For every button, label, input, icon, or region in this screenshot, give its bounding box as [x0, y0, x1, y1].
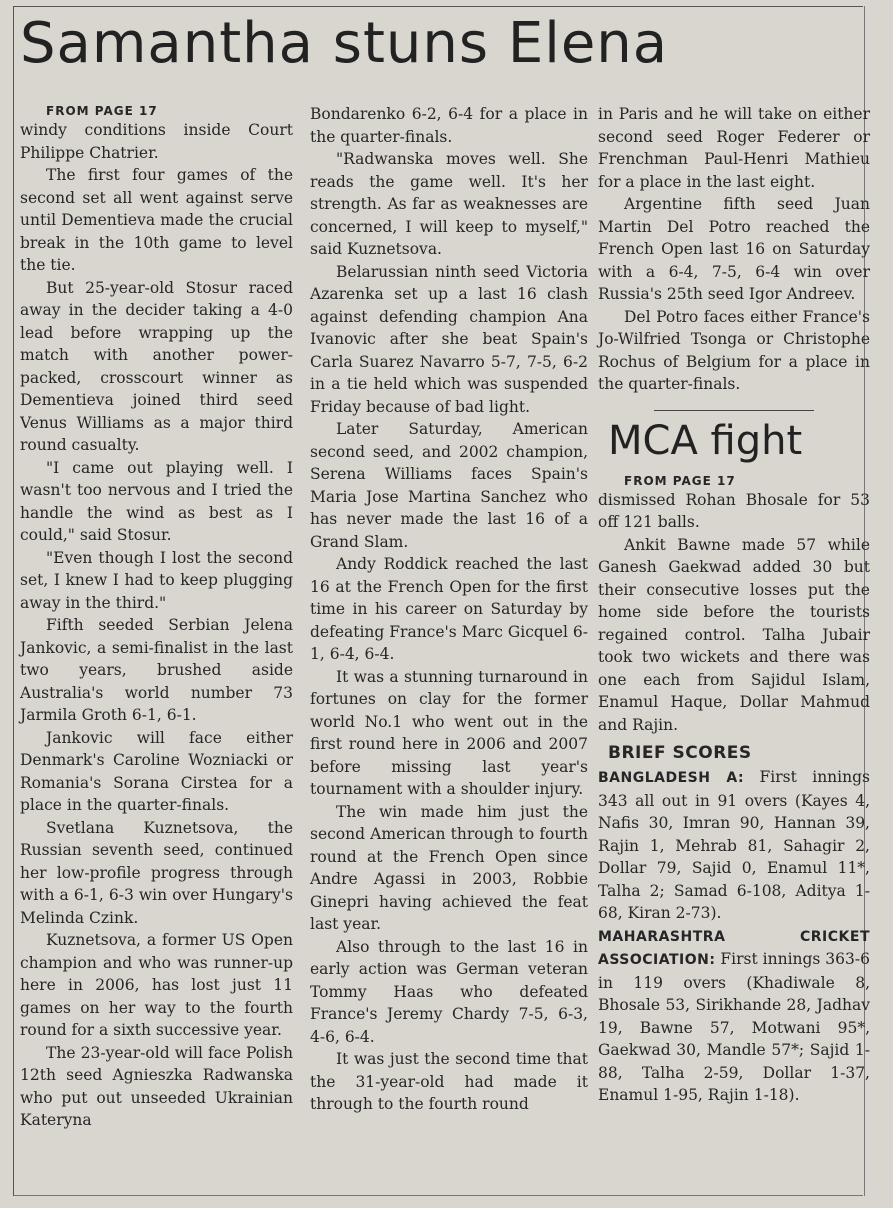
- article-column-1: [20, 103, 293, 1194]
- score-text: First innings 363-6 in 119 overs (Khadiwale 8, Bhosale 53, Sirikhande 28, Jadhav 19, Bawne 57, Motwani 95*, Gaekwad 30, Mandle 57*; Sajid 1-88, Talha 2-59, Dollar 1-37, Enamul 1-95, Rajin 1-18).: [598, 950, 870, 1104]
- paragraph: Del Potro faces either France's Jo-Wilfried Tsonga or Christophe Rochus of Belgium for a place in the quarter-finals.: [598, 307, 870, 393]
- mca-headline: MCA fight: [608, 417, 803, 464]
- paragraph: Jankovic will face either Denmark's Caroline Wozniacki or Romania's Sorana Cirstea for a place in the quarter-finals.: [20, 728, 293, 814]
- bottom-rule: [14, 1195, 863, 1196]
- paragraph: dismissed Rohan Bhosale for 53 off 121 balls.: [598, 490, 870, 531]
- paragraph: But 25-year-old Stosur raced away in the decider taking a 4-0 lead before wrapping up the match with another power-packed, crosscourt winner as Dementieva joined third seed Venus Williams as a major third round casualty.: [20, 278, 293, 454]
- paragraph: "I came out playing well. I wasn't too nervous and I tried the handle the wind as best as I could," said Stosur.: [20, 458, 293, 544]
- paragraph: Bondarenko 6-2, 6-4 for a place in the quarter-finals.: [310, 105, 588, 146]
- paragraph: Kuznetsova, a former US Open champion and who was runner-up here in 2006, has lost just 11 games on her way to the fourth round for a sixth successive year.: [20, 931, 293, 1039]
- headline: Samantha stuns Elena: [20, 11, 669, 76]
- paragraph: Also through to the last 16 in early action was German veteran Tommy Haas who defeated France's Jeremy Chardy 7-5, 6-3, 4-6, 6-4.: [310, 937, 588, 1046]
- paragraph: Andy Roddick reached the last 16 at the French Open for the first time in his career on Saturday by defeating France's Marc Gicquel 6-1, 6-4, 6-4.: [310, 555, 588, 663]
- score-text: First innings 343 all out in 91 overs (Kayes 4, Nafis 30, Imran 90, Hannan 39, Rajin 1, Mehrab 81, Sahagir 2, Dollar 79, Sajid 0, Enamul 11*, Talha 2; Samad 6-108, Aditya 1-68, Kiran 2-73).: [598, 768, 870, 922]
- paragraph: Fifth seeded Serbian Jelena Jankovic, a semi-finalist in the last two years, brushed aside Australia's world number 73 Jarmila Groth 6-1, 6-1.: [20, 616, 293, 724]
- paragraph: The win made him just the second American through to fourth round at the French Open since Andre Agassi in 2003, Robbie Ginepri having achieved the feat last year.: [310, 802, 588, 933]
- team-name: BANGLADESH A:: [598, 770, 745, 786]
- paragraph: "Radwanska moves well. She reads the game well. It's her strength. As far as weaknesses are concerned, I will keep to myself," said Kuznetsova.: [310, 150, 588, 258]
- article-column-2: [310, 103, 588, 1194]
- left-rule: [13, 6, 14, 1196]
- brief-scores-heading: BRIEF SCORES: [608, 743, 752, 763]
- score-line-bangladesh: [598, 766, 870, 925]
- brief-scores: [598, 766, 870, 1107]
- kicker: FROM PAGE 17: [46, 104, 158, 118]
- paragraph: It was just the second time that the 31-year-old had made it through to the fourth round: [310, 1050, 588, 1113]
- score-line-maharashtra: [598, 925, 870, 1107]
- paragraph: "Even though I lost the second set, I knew I had to keep plugging away in the third.": [20, 548, 293, 612]
- paragraph: The first four games of the second set all went against serve until Dementieva made the crucial break in the 10th game to level the tie.: [20, 166, 293, 274]
- top-rule: [14, 6, 863, 7]
- paragraph: windy conditions inside Court Philippe Chatrier.: [20, 121, 293, 162]
- paragraph: Ankit Bawne made 57 while Ganesh Gaekwad added 30 but their consecutive losses put the home side before the tourists regained control. Talha Jubair took two wickets and there was one each from Sajidul Islam, Enamul Haque, Dollar Mahmud and Rajin.: [598, 535, 870, 734]
- article-column-3: [598, 103, 870, 1194]
- mca-kicker: FROM PAGE 17: [624, 473, 736, 488]
- paragraph: in Paris and he will take on either second seed Roger Federer or Frenchman Paul-Henri Mathieu for a place in the last eight.: [598, 105, 870, 191]
- paragraph: Svetlana Kuznetsova, the Russian seventh seed, continued her low-profile progress through with a 6-1, 6-3 win over Hungary's Melinda Czink.: [20, 818, 293, 927]
- paragraph: The 23-year-old will face Polish 12th seed Agnieszka Radwanska who put out unseeded Ukrainian Kateryna: [20, 1043, 293, 1129]
- team-name: MAHARASHTRA CRICKET ASSOCIATION:: [598, 928, 870, 968]
- paragraph: Argentine fifth seed Juan Martin Del Potro reached the French Open last 16 on Saturday with a 6-4, 7-5, 6-4 win over Russia's 25th seed Igor Andreev.: [598, 195, 870, 303]
- paragraph: Later Saturday, American second seed, and 2002 champion, Serena Williams faces Spain's Maria Jose Martina Sanchez who has never made the last 16 of a Grand Slam.: [310, 420, 588, 551]
- paragraph: Belarussian ninth seed Victoria Azarenka set up a last 16 clash against defending champion Ana Ivanovic after she beat Spain's Carla Suarez Navarro 5-7, 7-5, 6-2 in a tie held which was suspended Friday because of bad light.: [310, 262, 588, 416]
- paragraph: It was a stunning turnaround in fortunes on clay for the former world No.1 who went out in the first round here in 2006 and 2007 before missing last year's tournament with a shoulder injury.: [310, 667, 588, 798]
- section-divider: [654, 410, 814, 411]
